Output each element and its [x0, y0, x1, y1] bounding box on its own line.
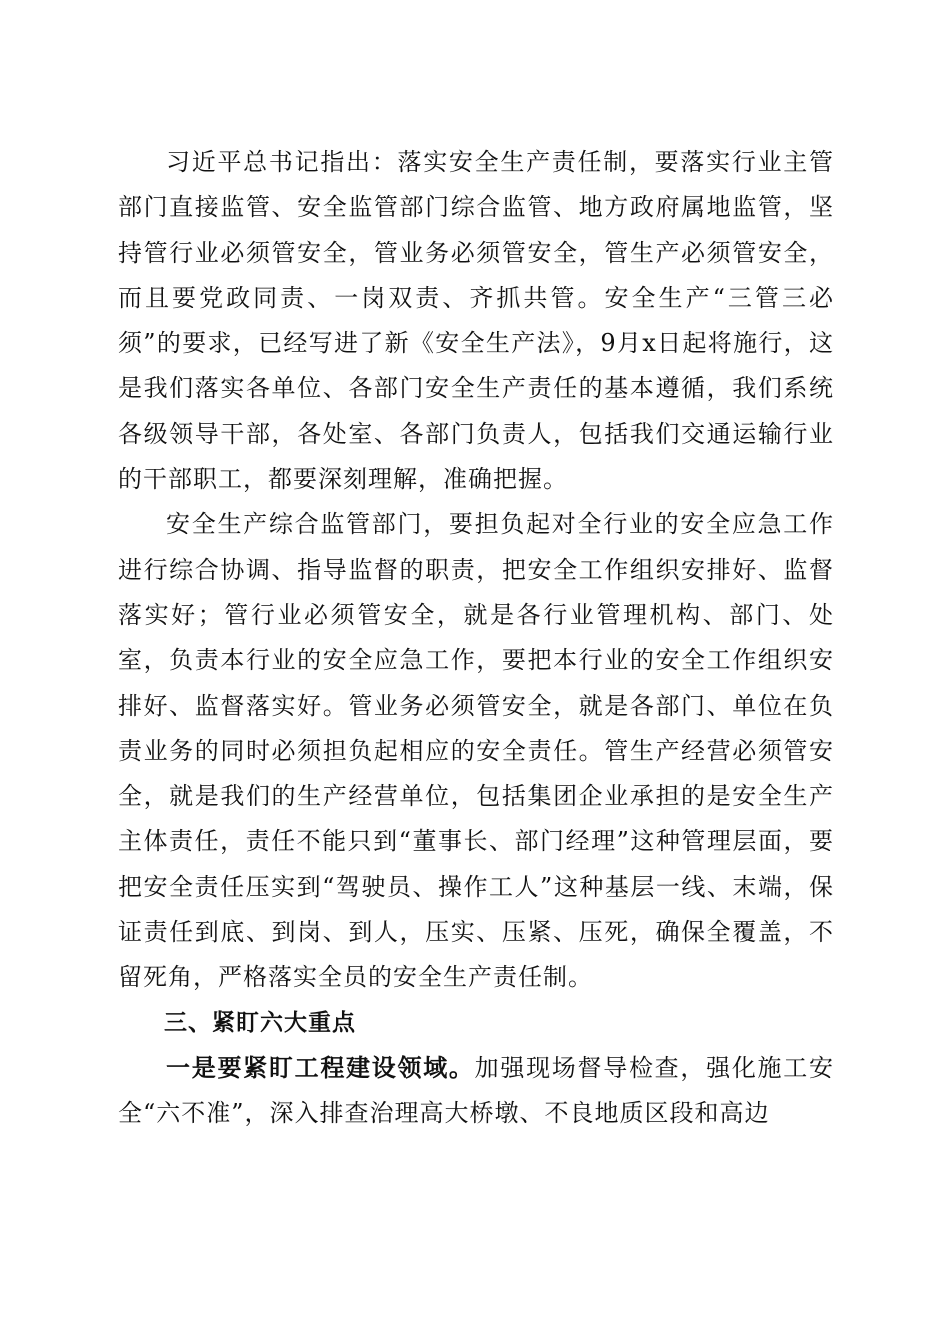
document-body: [118, 140, 834, 1137]
point-one-lead: 一是要紧盯工程建设领域。: [166, 1053, 475, 1082]
section-heading: 三、紧盯六大重点: [164, 1009, 356, 1036]
paragraph-point-one: [118, 1046, 834, 1137]
paragraph-responsibility-system: 习近平总书记指出：落实安全生产责任制，要落实行业主管部门直接监管、安全监管部门综合监管、地方政府属地监管，坚持管行业必须管安全，管业务必须管安全，管生产必须管安全，而且要党政同责、一岗双责、齐抓共管。安全生产“三管三必须”的要求，已经写进了新《安全生产法》，9月x日起将施行，这是我们落实各单位、各部门安全生产责任的基本遵循，我们系统各级领导干部，各处室、各部门负责人，包括我们交通运输行业的干部职工，都要深刻理解，准确把握。: [118, 148, 834, 494]
paragraph-supervision-duties: 安全生产综合监管部门，要担负起对全行业的安全应急工作进行综合协调、指导监督的职责，把安全工作组织安排好、监督落实好；管行业必须管安全，就是各行业管理机构、部门、处室，负责本行业的安全应急工作，要把本行业的安全工作组织安排好、监督落实好。管业务必须管安全，就是各部门、单位在负责业务的同时必须担负起相应的安全责任。管生产经营必须管安全，就是我们的生产经营单位，包括集团企业承担的是安全生产主体责任，责任不能只到“董事长、部门经理”这种管理层面，要把安全责任压实到“驾驶员、操作工人”这种基层一线、末端，保证责任到底、到岗、到人，压实、压紧、压死，确保全覆盖，不留死角，严格落实全员的安全生产责任制。: [118, 510, 834, 992]
point-one-text: 加强现场督导检查，强化施工安全“六不准”，深入排查治理高大桥墩、不良地质区段和高边: [118, 1053, 834, 1128]
